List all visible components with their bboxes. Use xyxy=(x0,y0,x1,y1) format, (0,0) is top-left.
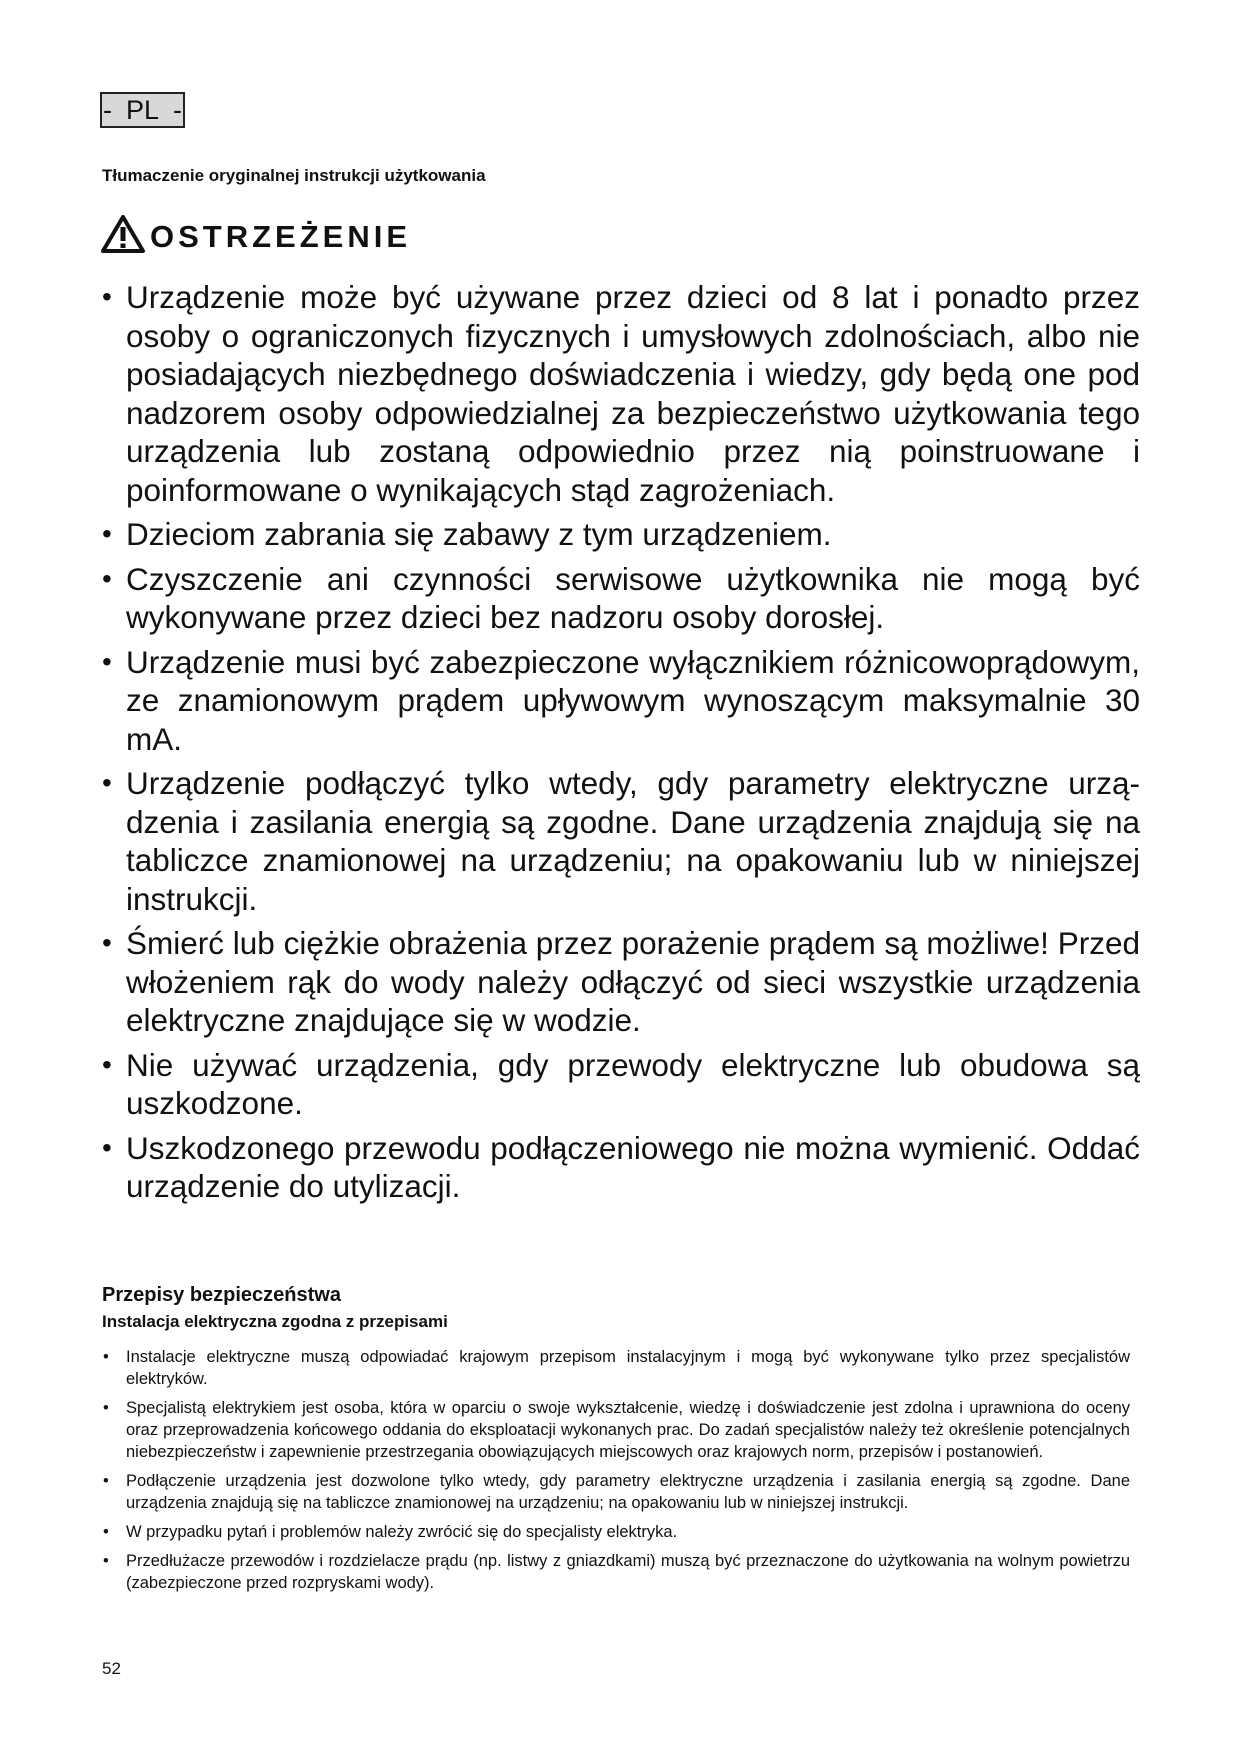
language-dash-right: - xyxy=(173,95,183,125)
warning-item xyxy=(100,924,1140,1040)
bullet-icon: • xyxy=(103,1523,109,1541)
safety-item xyxy=(100,1397,1130,1463)
warning-item-text: Urządzenie musi być zabezpieczone wyłącznikiem różnicowoprądowym, ze znamionowym prądem upływowym wynoszącym maksymalnie 30 mA. xyxy=(126,643,1140,757)
safety-section-title: Przepisy bezpieczeństwa xyxy=(102,1284,341,1306)
warning-item-text: Urządzenie może być używane przez dzieci od 8 lat i ponadto przez osoby o ograniczonych fizycznych i umysłowych zdolnościach, albo nie posiadających niezbędnego doświadczenia i wiedzy, gdy będą one pod nadzorem osoby odpowiedzialnej za bezpieczeństwo użytkowania tego urządzenia lub zostaną odpowiednio przez nią poinstruowane i poinformowane o wynikających stąd zagrożeniach. xyxy=(126,279,1140,508)
warning-item-text: Dzieciom zabrania się zabawy z tym urządzeniem. xyxy=(126,516,832,552)
warning-item xyxy=(100,560,1140,637)
safety-item-text: Specjalistą elektrykiem jest osoba, która w oparciu o swoje wykształcenie, wiedzę i doświadczenie jest zdolna i uprawniona do oceny oraz przeprowadzenia końcowego oddania do eksploatacji wykonanych prac. Do zadań specjalistów należy też określenie potencjalnych niebezpieczeństw i zapewnienie przestrzegania obowiązujących miejscowych oraz krajowych norm, przepisów i postanowień. xyxy=(126,1399,1130,1461)
safety-item-text: Instalacje elektryczne muszą odpowiadać krajowym przepisom instalacyjnym i mogą być wykonywane tylko przez specjalistów elektryków. xyxy=(126,1348,1130,1388)
safety-item xyxy=(100,1521,1130,1543)
warning-item xyxy=(100,278,1140,509)
warning-triangle-icon xyxy=(100,214,146,254)
document-subtitle: Tłumaczenie oryginalnej instrukcji użytkowania xyxy=(102,166,486,185)
warning-list xyxy=(100,278,1140,1212)
language-dash-left: - xyxy=(103,95,112,125)
bullet-icon: • xyxy=(102,927,112,958)
warning-item xyxy=(100,1129,1140,1206)
bullet-icon: • xyxy=(103,1399,109,1417)
safety-item-text: W przypadku pytań i problemów należy zwrócić się do specjalisty elektryka. xyxy=(126,1523,678,1541)
bullet-icon: • xyxy=(102,1048,112,1080)
bullet-icon: • xyxy=(102,1131,112,1163)
bullet-icon: • xyxy=(102,518,112,549)
bullet-icon: • xyxy=(103,1348,109,1366)
warning-item-text: Nie używać urządzenia, gdy przewody elektryczne lub obudowa są uszkodzone. xyxy=(126,1046,1140,1121)
warning-item-text: Urządzenie podłączyć tylko wtedy, gdy parametry elektryczne urządzenia i zasilania energią są zgodne. Dane urządzenia znajdują się na tabliczce znamionowej na urządzeniu; na opakowaniu lub w niniejszej instrukcji. xyxy=(126,765,1140,917)
warning-item-text: Śmierć lub ciężkie obrażenia przez porażenie prądem są możliwe! Przed włożeniem rąk do wody należy odłączyć od sieci wszystkie urządzenia elektryczne znajdujące się w wodzie. xyxy=(126,925,1140,1038)
safety-item-text: Przedłużacze przewodów i rozdzielacze prądu (np. listwy z gniazdkami) muszą być przeznaczone do użytkowania na wolnym powietrzu (zabezpieczone przed rozpryskami wody). xyxy=(126,1552,1130,1592)
bullet-icon: • xyxy=(102,645,112,677)
bullet-icon: • xyxy=(102,562,112,594)
warning-item xyxy=(100,515,1140,554)
warning-title: OSTRZEŻENIE xyxy=(150,219,412,254)
warning-item xyxy=(100,643,1140,759)
safety-item xyxy=(100,1470,1130,1514)
bullet-icon: • xyxy=(102,767,112,798)
safety-section-subtitle: Instalacja elektryczna zgodna z przepisami xyxy=(102,1312,448,1331)
warning-item-text: Uszkodzonego przewodu podłączeniowego nie można wymienić. Oddać urządzenie do utylizacji. xyxy=(126,1129,1140,1204)
language-badge xyxy=(100,92,185,128)
language-code: PL xyxy=(126,95,160,125)
safety-item xyxy=(100,1346,1130,1390)
bullet-icon: • xyxy=(103,1472,109,1490)
safety-item xyxy=(100,1550,1130,1594)
safety-item-text: Podłączenie urządzenia jest dozwolone tylko wtedy, gdy parametry elektryczne urządzenia i zasilania energią są zgodne. Dane urządzenia znajdują się na tabliczce znamionowej na urządzeniu; na opakowaniu lub w niniejszej instrukcji. xyxy=(126,1472,1130,1512)
warning-item xyxy=(100,764,1140,918)
warning-item xyxy=(100,1046,1140,1123)
warning-heading xyxy=(100,214,411,254)
safety-list xyxy=(100,1346,1130,1601)
bullet-icon: • xyxy=(103,1552,109,1570)
page-number: 52 xyxy=(102,1659,121,1678)
bullet-icon: • xyxy=(102,281,112,312)
warning-item-text: Czyszczenie ani czynności serwisowe użytkownika nie mogą być wykonywane przez dzieci bez nadzoru osoby dorosłej. xyxy=(126,560,1140,635)
